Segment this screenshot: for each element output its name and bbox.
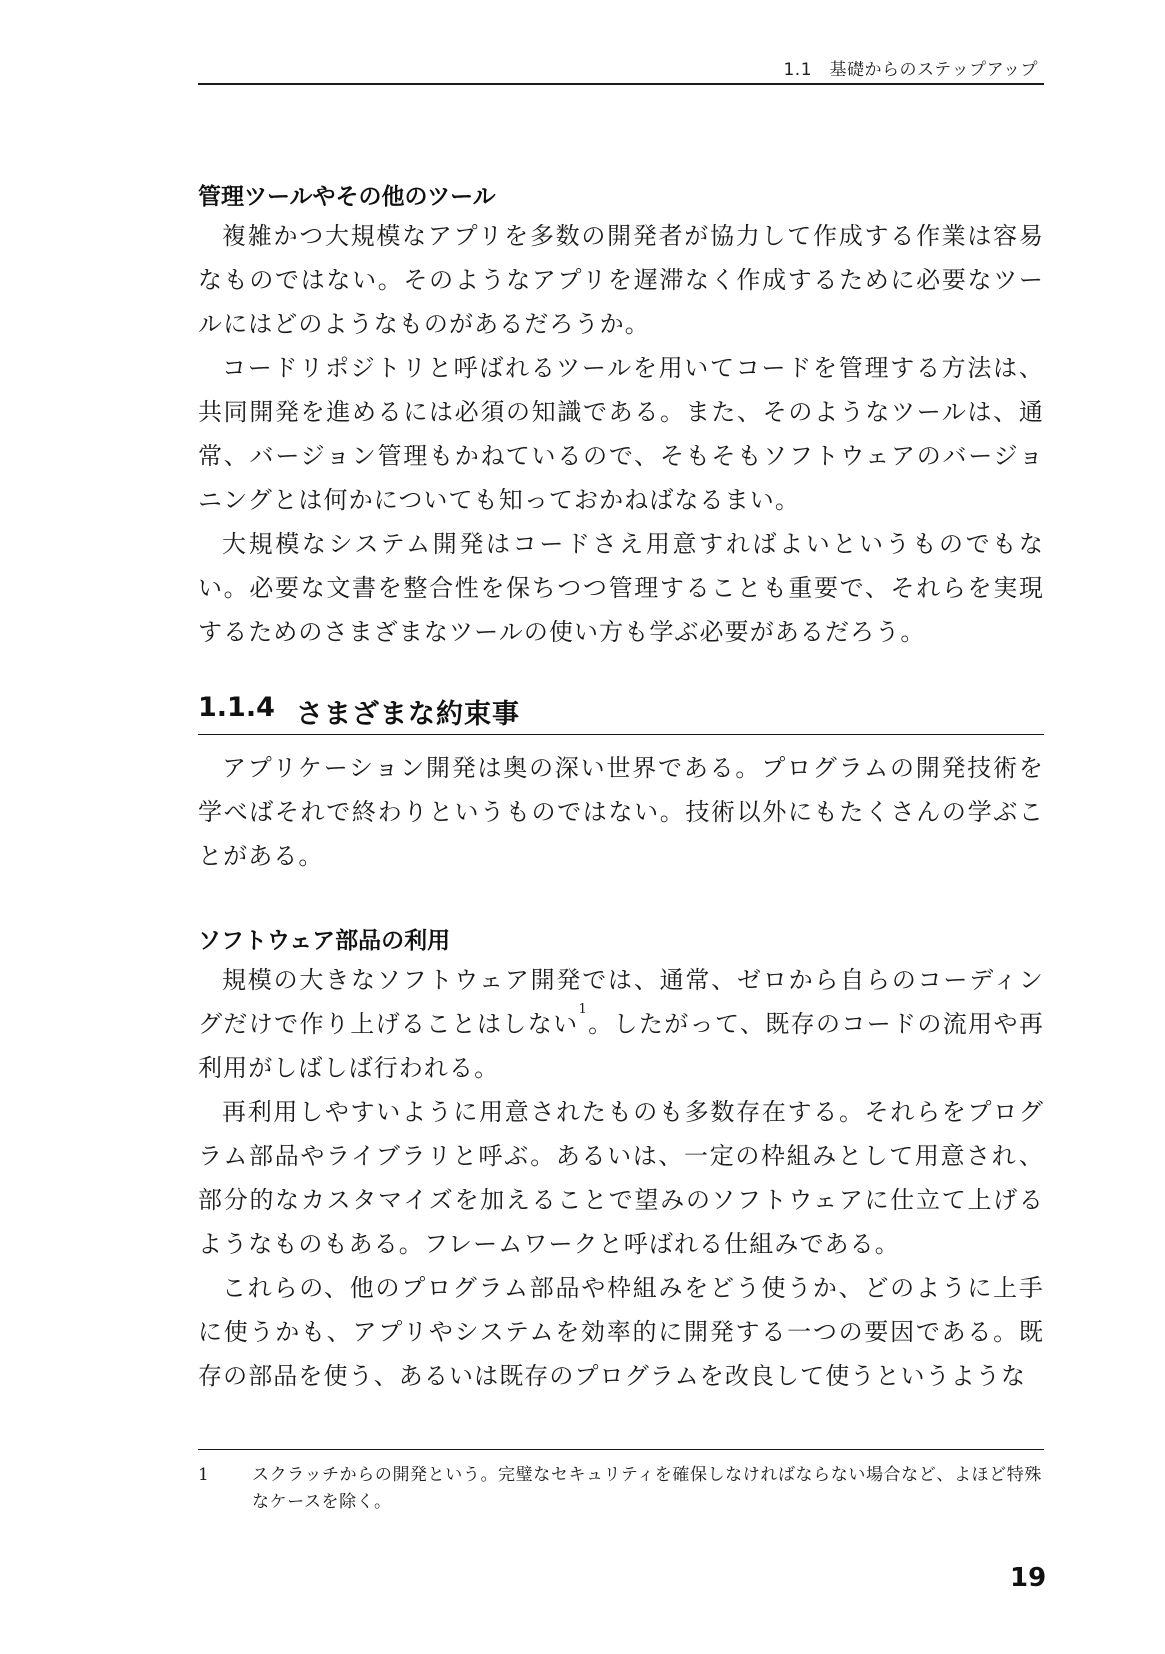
page-number: 19	[1010, 1563, 1047, 1593]
paragraph-text: 規模の大きなソフトウェア開発では、通常、ゼロから自らのコーディングだけで作り上げることはしない	[198, 966, 1044, 1038]
running-header-title: 1.1 基礎からのステップアップ	[783, 60, 1038, 80]
section-intro	[198, 746, 1044, 878]
paragraph: コードリポジトリと呼ばれるツールを用いてコードを管理する方法は、共同開発を進めるには必須の知識である。また、そのようなツールは、通常、バージョン管理もかねているので、そもそもソフトウェアのバージョニングとは何かについても知っておかねばなるまい。	[198, 354, 1044, 514]
paragraph: 複雑かつ大規模なアプリを多数の開発者が協力して作成する作業は容易なものではない。そのようなアプリを遅滞なく作成するために必要なツールにはどのようなものがあるだろうか。	[198, 222, 1044, 338]
running-header	[198, 55, 1044, 85]
paragraph: これらの、他のプログラム部品や枠組みをどう使うか、どのように上手に使うかも、アプリやシステムを効率的に開発する一つの要因である。既存の部品を使う、あるいは既存のプログラムを改良して使うというような	[198, 1274, 1044, 1390]
tools-subsection	[198, 182, 1044, 654]
subsection-heading-tools: 管理ツールやその他のツール	[198, 184, 496, 210]
footnote-text: スクラッチからの開発という。完璧なセキュリティを確保しなければならない場合など、よほど特殊なケースを除く。	[252, 1465, 1042, 1512]
paragraph: 大規模なシステム開発はコードさえ用意すればよいというものでもない。必要な文書を整合性を保ちつつ管理することも重要で、それらを実現するためのさまざまなツールの使い方も学ぶ必要があるだろう。	[198, 530, 1044, 646]
section-heading	[198, 688, 1044, 735]
section-number: 1.1.4	[198, 692, 275, 723]
components-subsection	[198, 926, 1044, 1398]
paragraph-text: 。したがって、既存のコードの流用や再利用がしばしば行われる。	[198, 1010, 1044, 1082]
subsection-heading-components: ソフトウェア部品の利用	[198, 928, 451, 954]
footnote-number: 1	[198, 1465, 209, 1485]
footnote-divider	[198, 1449, 1044, 1450]
footnote-ref[interactable]: 1	[578, 1002, 588, 1017]
paragraph: アプリケーション開発は奥の深い世界である。プログラムの開発技術を学べばそれで終わりというものではない。技術以外にもたくさんの学ぶことがある。	[198, 754, 1044, 870]
paragraph: 再利用しやすいように用意されたものも多数存在する。それらをプログラム部品やライブラリと呼ぶ。あるいは、一定の枠組みとして用意され、部分的なカスタマイズを加えることで望みのソフトウェアに仕立て上げるようなものもある。フレームワークと呼ばれる仕組みである。	[198, 1098, 1044, 1258]
paragraph	[198, 958, 1044, 1090]
section-title: さまざまな約束事	[296, 699, 520, 730]
